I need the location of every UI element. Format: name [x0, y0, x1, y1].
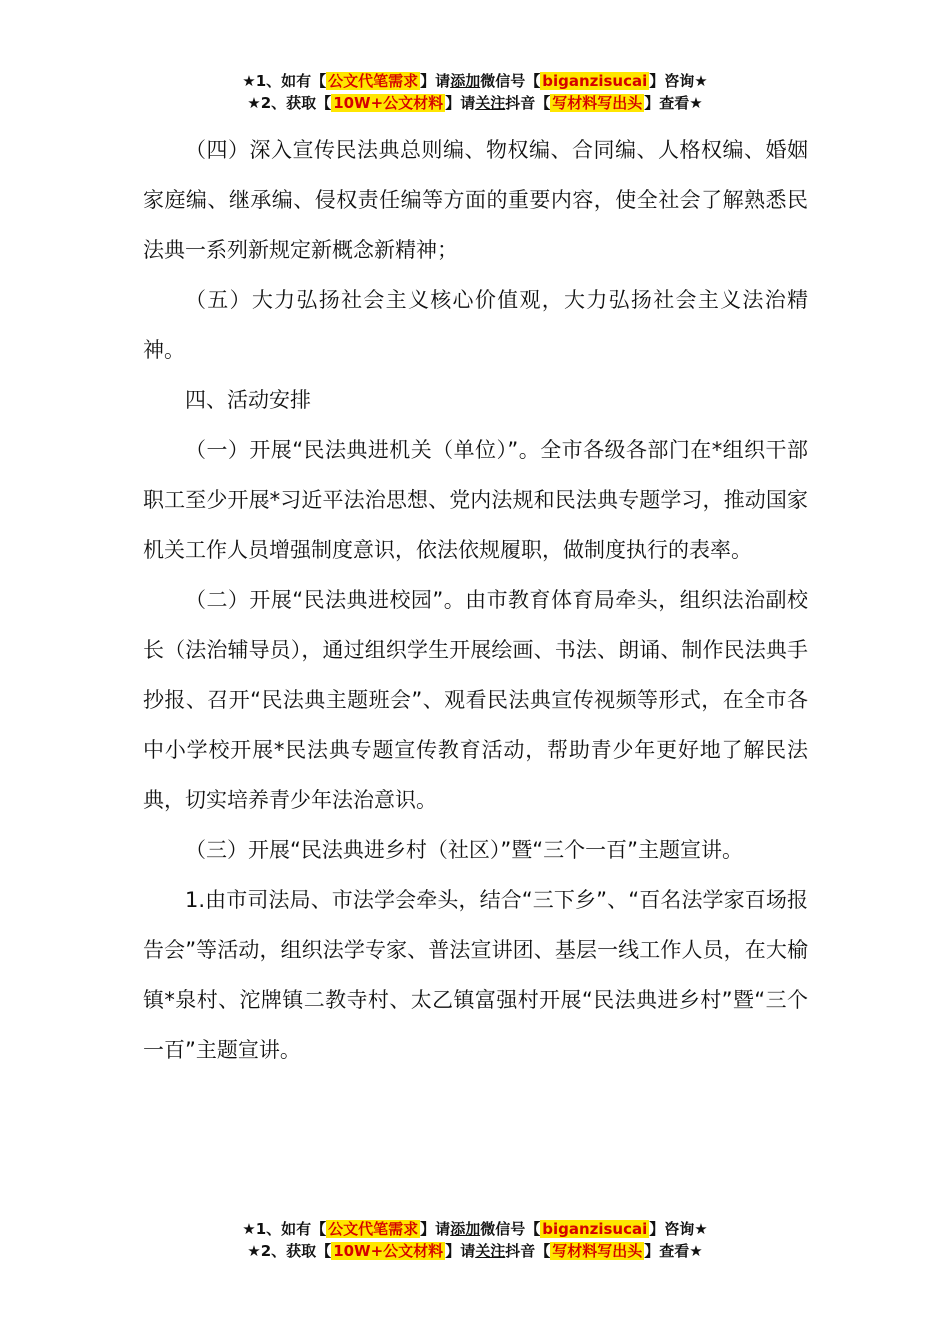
banner-text: 抖音【	[505, 1242, 551, 1260]
banner-underline: 添加	[450, 1220, 481, 1238]
header-banner	[0, 70, 950, 114]
banner-text: ★2、获取【	[247, 1242, 332, 1260]
banner-text: ★1、如有【	[242, 1220, 327, 1238]
banner-line-2	[0, 92, 950, 114]
paragraph: 1.由市司法局、市法学会牵头，结合“三下乡”、“百名法学家百场报告会”等活动，组织法学专家、普法宣讲团、基层一线工作人员，在大榆镇*泉村、沱牌镇二教寺村、太乙镇富强村开展“民法典进乡村”暨“三个一百”主题宣讲。	[143, 888, 808, 1062]
paragraph: （二）开展“民法典进校园”。由市教育体育局牵头，组织法治副校长（法治辅导员），通过组织学生开展绘画、书法、朗诵、制作民法典手抄报、召开“民法典主题班会”、观看民法典宣传视频等形式，在全市各中小学校开展*民法典专题宣传教育活动，帮助青少年更好地了解民法典，切实培养青少年法治意识。	[143, 588, 808, 812]
banner-highlight: 写材料写出头	[552, 94, 643, 112]
banner-text: 】请	[445, 1242, 476, 1260]
banner-text: 】咨询★	[649, 1220, 708, 1238]
paragraph: （一）开展“民法典进机关（单位）”。全市各级各部门在*组织干部职工至少开展*习近平法治思想、党内法规和民法典专题学习，推动国家机关工作人员增强制度意识，依法依规履职，做制度执行的表率。	[143, 438, 808, 562]
banner-highlight: 公文代笔需求	[328, 72, 419, 90]
banner-highlight: 公文代笔需求	[328, 1220, 419, 1238]
banner-text: 抖音【	[505, 94, 551, 112]
paragraph: （四）深入宣传民法典总则编、物权编、合同编、人格权编、婚姻家庭编、继承编、侵权责任编等方面的重要内容，使全社会了解熟悉民法典一系列新规定新概念新精神；	[143, 138, 808, 262]
banner-text: ★2、获取【	[247, 94, 332, 112]
banner-line-1	[0, 1218, 950, 1240]
section-heading: 四、活动安排	[185, 388, 311, 412]
banner-underline: 关注	[475, 1242, 506, 1260]
banner-text: 】请	[420, 1220, 451, 1238]
banner-text: 】查看★	[644, 94, 703, 112]
banner-highlight: 10W+公文材料	[333, 94, 444, 112]
banner-highlight: 10W+公文材料	[333, 1242, 444, 1260]
document-body	[143, 125, 808, 1075]
banner-text: 】查看★	[644, 1242, 703, 1260]
paragraph: （五）大力弘扬社会主义核心价值观，大力弘扬社会主义法治精神。	[143, 288, 808, 362]
banner-underline: 关注	[475, 94, 506, 112]
banner-highlight: biganzisucai	[542, 72, 648, 90]
banner-underline: 添加	[450, 72, 481, 90]
footer-banner	[0, 1218, 950, 1262]
banner-text: 微信号【	[480, 1220, 541, 1238]
banner-text: 】请	[420, 72, 451, 90]
banner-text: 】请	[445, 94, 476, 112]
banner-line-2	[0, 1240, 950, 1262]
banner-line-1	[0, 70, 950, 92]
banner-highlight: 写材料写出头	[552, 1242, 643, 1260]
banner-text: 】咨询★	[649, 72, 708, 90]
paragraph: （三）开展“民法典进乡村（社区）”暨“三个一百”主题宣讲。	[185, 838, 744, 862]
banner-highlight: biganzisucai	[542, 1220, 648, 1238]
banner-text: ★1、如有【	[242, 72, 327, 90]
banner-text: 微信号【	[480, 72, 541, 90]
